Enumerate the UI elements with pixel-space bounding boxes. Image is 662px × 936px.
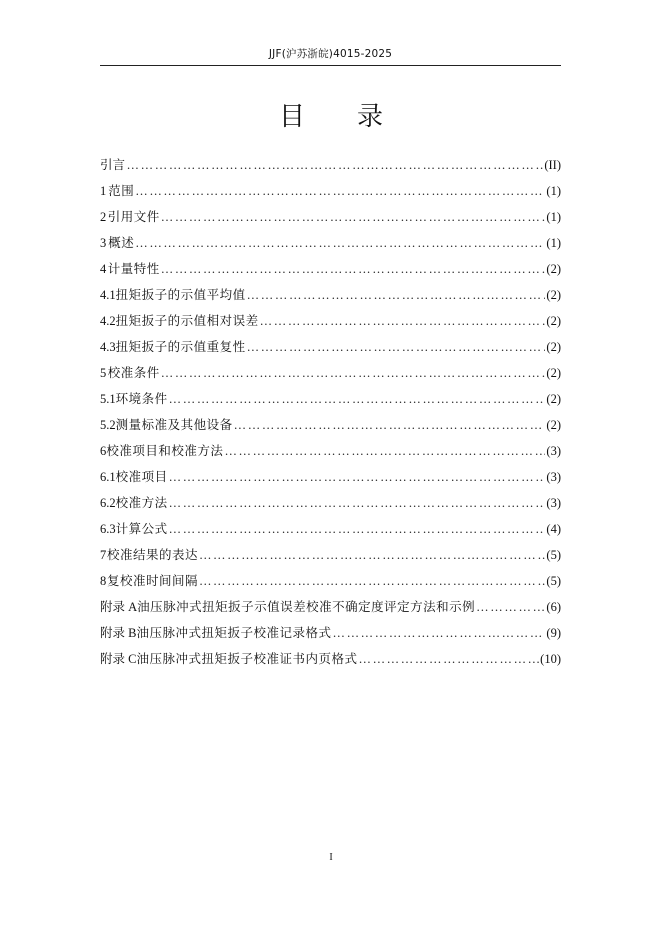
- toc-entry-appendix-a[interactable]: [100, 594, 561, 620]
- toc-leader-dots: [199, 542, 545, 568]
- toc-entry-label: 校准结果的表达: [106, 548, 198, 562]
- toc-entry-6-1[interactable]: [100, 464, 561, 490]
- toc-entry-page: (2): [546, 340, 561, 354]
- toc-entry-page: (6): [546, 600, 561, 614]
- toc-entry-label: 复校准时间间隔: [106, 574, 198, 588]
- toc-entry-label: 言: [112, 158, 126, 172]
- toc-entry-label: 校准项目和校准方法: [106, 444, 224, 458]
- toc-leader-dots: [199, 568, 545, 594]
- toc-title: [0, 100, 662, 134]
- toc-entry-label: 概述: [108, 236, 135, 250]
- toc-entry-page: (1): [546, 210, 561, 224]
- toc-entry-page: (2): [546, 418, 561, 432]
- toc-entry-3[interactable]: [100, 230, 561, 256]
- toc-entry-page: (1): [546, 236, 561, 250]
- toc-entry-page: (5): [546, 548, 561, 562]
- toc-leader-dots: [476, 594, 545, 620]
- toc-entry-label: 校准项目: [115, 470, 168, 484]
- toc-entry-label: 扭矩扳子的示值相对误差: [115, 314, 259, 328]
- toc-entry-label: 扭矩扳子的示值平均值: [115, 288, 246, 302]
- toc-entry-label: 引用文件: [107, 210, 160, 224]
- toc-leader-dots: [161, 204, 546, 230]
- toc-entry-4-2[interactable]: [100, 308, 561, 334]
- toc-leader-dots: [127, 152, 544, 178]
- toc-leader-dots: [169, 516, 546, 542]
- toc-entry-intro[interactable]: [100, 152, 561, 178]
- toc-title-right: 录: [357, 102, 384, 132]
- header-standard-code: JJF(沪苏浙皖)4015-2025: [268, 48, 393, 60]
- toc-leader-dots: [135, 178, 545, 204]
- toc-entry-label: 环境条件: [115, 392, 168, 406]
- document-header: [100, 46, 561, 66]
- toc-entry-label: 范围: [108, 184, 135, 198]
- toc-leader-dots: [224, 438, 545, 464]
- toc-leader-dots: [161, 360, 546, 386]
- toc-leader-dots: [135, 230, 545, 256]
- toc-entry-label: 计量特性: [107, 262, 160, 276]
- toc-entry-5[interactable]: [100, 360, 561, 386]
- toc-entry-4-1[interactable]: [100, 282, 561, 308]
- toc-entry-number: 6.2: [100, 496, 116, 510]
- toc-leader-dots: [169, 490, 546, 516]
- toc-entry-label: 校准方法: [115, 496, 168, 510]
- toc-entry-number: 1: [100, 184, 107, 198]
- toc-entry-label: 油压脉冲式扭矩扳子示值误差校准不确定度评定方法和示例: [137, 600, 476, 614]
- toc-entry-number: 4.2: [100, 314, 116, 328]
- toc-entry-7[interactable]: [100, 542, 561, 568]
- toc-entry-1[interactable]: [100, 178, 561, 204]
- toc-leader-dots: [234, 412, 546, 438]
- toc-entry-label: 校准条件: [107, 366, 160, 380]
- toc-entry-appendix-b[interactable]: [100, 620, 561, 646]
- toc-entry-number: 附录 B: [100, 626, 137, 640]
- toc-leader-dots: [247, 282, 546, 308]
- toc-leader-dots: [169, 386, 546, 412]
- toc-entry-page: (2): [546, 314, 561, 328]
- toc-entry-label: 油压脉冲式扭矩扳子校准证书内页格式: [136, 652, 358, 666]
- toc-entry-number: 4.1: [100, 288, 116, 302]
- toc-entry-number: 引: [100, 158, 113, 172]
- toc-entry-page: (2): [546, 288, 561, 302]
- toc-entry-label: 扭矩扳子的示值重复性: [115, 340, 246, 354]
- toc-entry-number: 5.2: [100, 418, 116, 432]
- toc-entry-number: 4: [100, 262, 107, 276]
- toc-entry-appendix-c[interactable]: [100, 646, 561, 672]
- toc-entry-page: (2): [546, 392, 561, 406]
- toc-entry-number: 7: [100, 548, 107, 562]
- page-number: I: [329, 852, 333, 863]
- toc-entry-label: 计算公式: [115, 522, 168, 536]
- toc-leader-dots: [247, 334, 546, 360]
- table-of-contents: [100, 152, 561, 672]
- toc-entry-number: 2: [100, 210, 107, 224]
- toc-entry-4-3[interactable]: [100, 334, 561, 360]
- toc-entry-page: (9): [546, 626, 561, 640]
- toc-entry-number: 5: [100, 366, 107, 380]
- toc-entry-page: (2): [546, 366, 561, 380]
- toc-entry-page: (3): [546, 444, 561, 458]
- toc-entry-page: (II): [544, 158, 561, 172]
- toc-entry-page: (1): [546, 184, 561, 198]
- toc-entry-page: (3): [546, 496, 561, 510]
- toc-entry-page: (3): [546, 470, 561, 484]
- toc-entry-number: 6.1: [100, 470, 116, 484]
- toc-leader-dots: [161, 256, 546, 282]
- toc-leader-dots: [169, 464, 546, 490]
- toc-entry-label: 油压脉冲式扭矩扳子校准记录格式: [136, 626, 332, 640]
- toc-entry-page: (10): [540, 652, 561, 666]
- toc-entry-5-1[interactable]: [100, 386, 561, 412]
- toc-entry-number: 3: [100, 236, 107, 250]
- toc-leader-dots: [260, 308, 546, 334]
- toc-entry-6-2[interactable]: [100, 490, 561, 516]
- toc-entry-number: 8: [100, 574, 107, 588]
- toc-leader-dots: [332, 620, 545, 646]
- toc-entry-6[interactable]: [100, 438, 561, 464]
- toc-entry-number: 4.3: [100, 340, 116, 354]
- toc-entry-5-2[interactable]: [100, 412, 561, 438]
- toc-entry-page: (5): [546, 574, 561, 588]
- toc-entry-4[interactable]: [100, 256, 561, 282]
- toc-entry-6-3[interactable]: [100, 516, 561, 542]
- toc-entry-number: 6: [100, 444, 107, 458]
- toc-entry-number: 5.1: [100, 392, 116, 406]
- toc-entry-number: 6.3: [100, 522, 116, 536]
- page-footer: [0, 852, 662, 863]
- toc-entry-label: 测量标准及其他设备: [115, 418, 233, 432]
- toc-entry-number: 附录 C: [100, 652, 137, 666]
- toc-entry-2[interactable]: [100, 204, 561, 230]
- toc-entry-number: 附录 A: [100, 600, 138, 614]
- toc-entry-page: (4): [546, 522, 561, 536]
- toc-entry-page: (2): [546, 262, 561, 276]
- toc-leader-dots: [358, 646, 539, 672]
- toc-title-left: 目: [278, 102, 305, 132]
- toc-entry-8[interactable]: [100, 568, 561, 594]
